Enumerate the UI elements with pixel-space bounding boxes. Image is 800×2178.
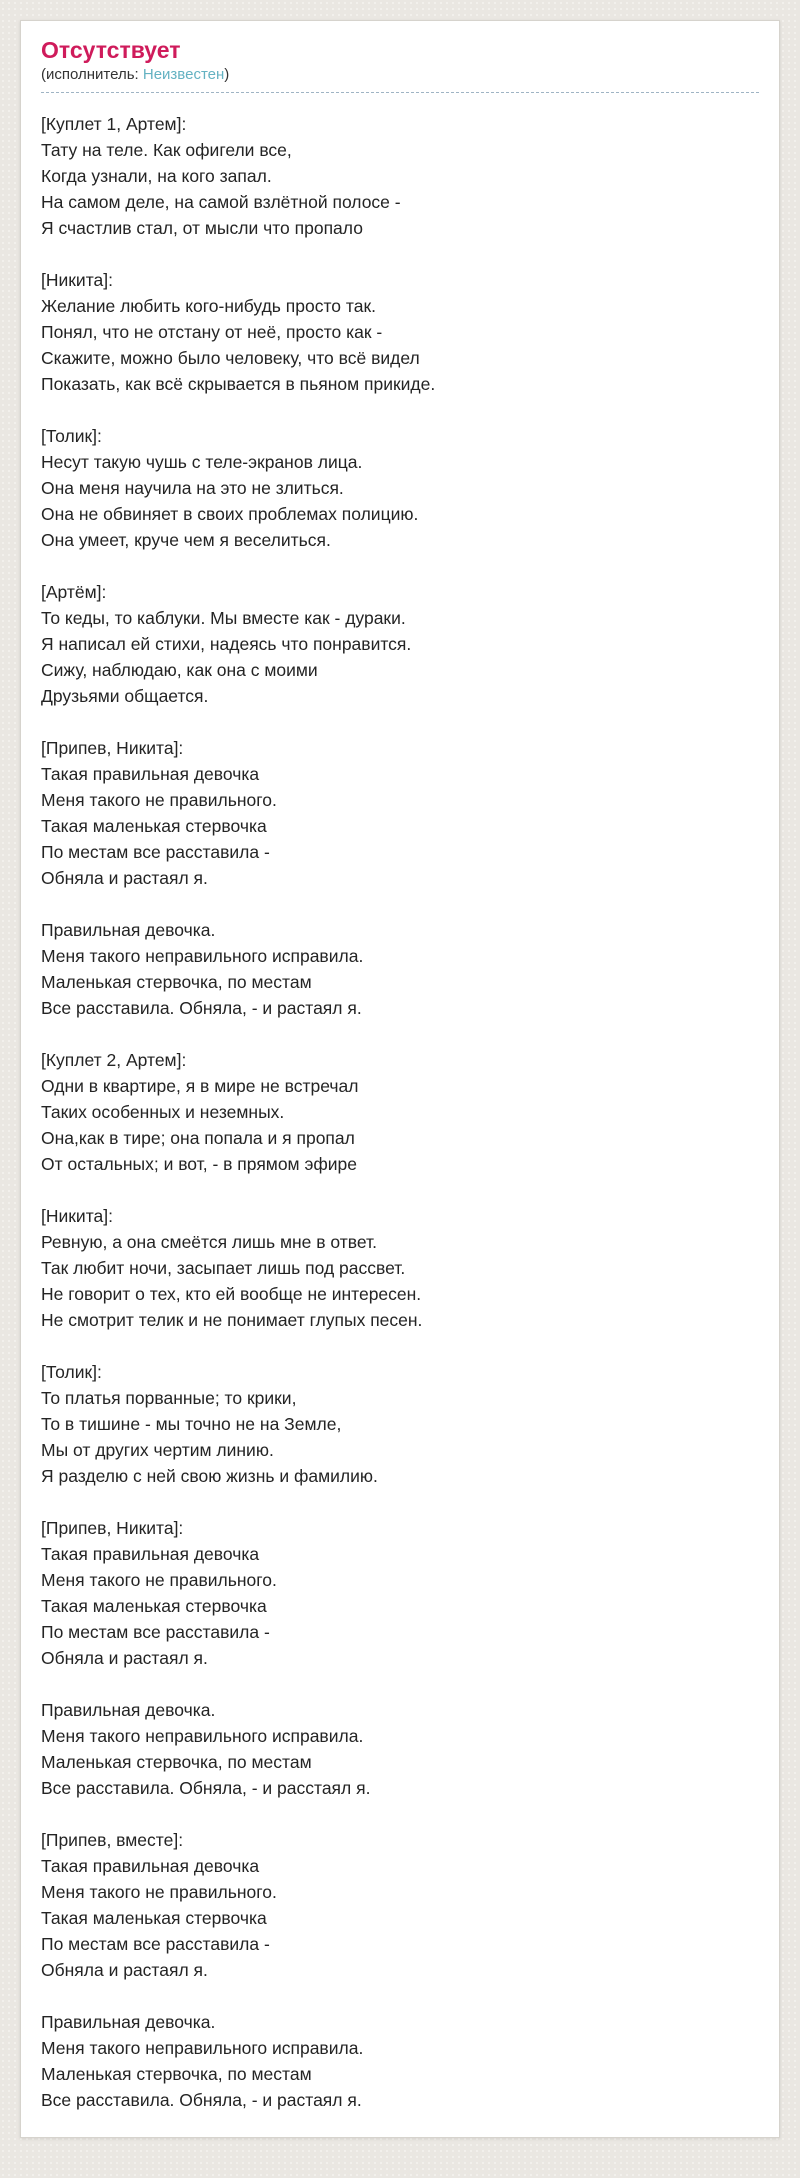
lyric-line: То платья порванные; то крики,	[41, 1388, 297, 1408]
lyric-line: [Толик]:	[41, 426, 102, 446]
stanza	[41, 1359, 759, 1489]
lyric-line: Правильная девочка.	[41, 2012, 216, 2032]
lyrics	[41, 111, 759, 2113]
lyric-line: Такая маленькая стервочка	[41, 816, 267, 836]
stanza	[41, 917, 759, 1021]
artist-link[interactable]: Неизвестен	[142, 66, 225, 83]
lyric-line: Такая правильная девочка	[41, 764, 260, 784]
stanza	[41, 1515, 759, 1671]
lyric-line: Маленькая стервочка, по местам	[41, 1752, 312, 1772]
lyric-line: Показать, как всё скрывается в пьяном прикиде.	[41, 374, 436, 394]
lyric-line: По местам все расставила -	[41, 1934, 270, 1954]
lyric-line: На самом деле, на самой взлётной полосе -	[41, 192, 401, 212]
song-title: Отсутствует	[41, 37, 181, 63]
lyric-line: Я счастлив стал, от мысли что пропало	[41, 218, 363, 238]
lyric-line: Обняла и растаял я.	[41, 1648, 208, 1668]
lyric-line: Такая маленькая стервочка	[41, 1596, 267, 1616]
lyric-line: Все расставила. Обняла, - и растаял я.	[41, 998, 362, 1018]
stanza	[41, 1697, 759, 1801]
lyric-line: Маленькая стервочка, по местам	[41, 2064, 312, 2084]
lyric-line: Такая маленькая стервочка	[41, 1908, 267, 1928]
lyric-line: Желание любить кого-нибудь просто так.	[41, 296, 376, 316]
song-card	[20, 20, 780, 2138]
song-header	[41, 35, 759, 93]
lyric-line: Тату на теле. Как офигели все,	[41, 140, 292, 160]
lyric-line: [Куплет 1, Артем]:	[41, 114, 187, 134]
lyric-line: Понял, что не отстану от неё, просто как -	[41, 322, 383, 342]
lyric-line: Не смотрит телик и не понимает глупых песен.	[41, 1310, 423, 1330]
lyric-line: Меня такого неправильного исправила.	[41, 2038, 364, 2058]
lyric-line: Меня такого не правильного.	[41, 1882, 277, 1902]
lyric-line: [Толик]:	[41, 1362, 102, 1382]
stanza	[41, 111, 759, 241]
lyric-line: Правильная девочка.	[41, 920, 216, 940]
lyric-line: Меня такого не правильного.	[41, 1570, 277, 1590]
lyric-line: [Артём]:	[41, 582, 107, 602]
lyric-line: Она,как в тире; она попала и я пропал	[41, 1128, 355, 1148]
lyric-line: Одни в квартире, я в мире не встречал	[41, 1076, 359, 1096]
lyric-line: По местам все расставила -	[41, 1622, 270, 1642]
stanza	[41, 1047, 759, 1177]
lyric-line: [Припев, Никита]:	[41, 1518, 184, 1538]
lyric-line: Мы от других чертим линию.	[41, 1440, 274, 1460]
lyric-line: Сижу, наблюдаю, как она с моими	[41, 660, 318, 680]
lyric-line: Обняла и растаял я.	[41, 1960, 208, 1980]
lyric-line: Не говорит о тех, кто ей вообще не интересен.	[41, 1284, 422, 1304]
lyric-line: То кеды, то каблуки. Мы вместе как - дураки.	[41, 608, 406, 628]
stanza	[41, 1827, 759, 1983]
lyric-line: Правильная девочка.	[41, 1700, 216, 1720]
lyric-line: Она меня научила на это не злиться.	[41, 478, 344, 498]
lyric-line: [Припев, вместе]:	[41, 1830, 184, 1850]
lyric-line: Меня такого не правильного.	[41, 790, 277, 810]
stanza	[41, 423, 759, 553]
lyric-line: Маленькая стервочка, по местам	[41, 972, 312, 992]
lyric-line: Такая правильная девочка	[41, 1544, 260, 1564]
lyric-line: Я разделю с ней свою жизнь и фамилию.	[41, 1466, 378, 1486]
lyric-line: Она умеет, круче чем я веселиться.	[41, 530, 331, 550]
lyric-line: Друзьями общается.	[41, 686, 209, 706]
lyric-line: Несут такую чушь с теле-экранов лица.	[41, 452, 363, 472]
lyric-line: Скажите, можно было человеку, что всё видел	[41, 348, 420, 368]
lyric-line: Ревную, а она смеётся лишь мне в ответ.	[41, 1232, 377, 1252]
lyric-line: Все расставила. Обняла, - и растаял я.	[41, 2090, 362, 2110]
lyric-line: [Припев, Никита]:	[41, 738, 184, 758]
lyric-line: Я написал ей стихи, надеясь что понравится.	[41, 634, 412, 654]
lyric-line: От остальных; и вот, - в прямом эфире	[41, 1154, 358, 1174]
lyric-line: Все расставила. Обняла, - и расстаял я.	[41, 1778, 371, 1798]
lyric-line: Меня такого неправильного исправила.	[41, 946, 364, 966]
lyric-line: Она не обвиняет в своих проблемах полицию.	[41, 504, 419, 524]
lyric-line: То в тишине - мы точно не на Земле,	[41, 1414, 342, 1434]
lyric-line: Так любит ночи, засыпает лишь под рассвет.	[41, 1258, 406, 1278]
stanza	[41, 267, 759, 397]
stanza	[41, 2009, 759, 2113]
lyric-line: Когда узнали, на кого запал.	[41, 166, 272, 186]
stanza	[41, 735, 759, 891]
lyric-line: Обняла и растаял я.	[41, 868, 208, 888]
lyric-line: [Никита]:	[41, 1206, 113, 1226]
lyric-line: [Никита]:	[41, 270, 113, 290]
lyric-line: [Куплет 2, Артем]:	[41, 1050, 187, 1070]
artist-label: (исполнитель:	[41, 66, 143, 83]
lyric-line: Таких особенных и неземных.	[41, 1102, 285, 1122]
lyric-line: По местам все расставила -	[41, 842, 270, 862]
lyric-line: Такая правильная девочка	[41, 1856, 260, 1876]
artist-label-close-paren: )	[224, 66, 230, 83]
lyric-line: Меня такого неправильного исправила.	[41, 1726, 364, 1746]
stanza	[41, 1203, 759, 1333]
stanza	[41, 579, 759, 709]
song-subtitle	[41, 65, 759, 85]
